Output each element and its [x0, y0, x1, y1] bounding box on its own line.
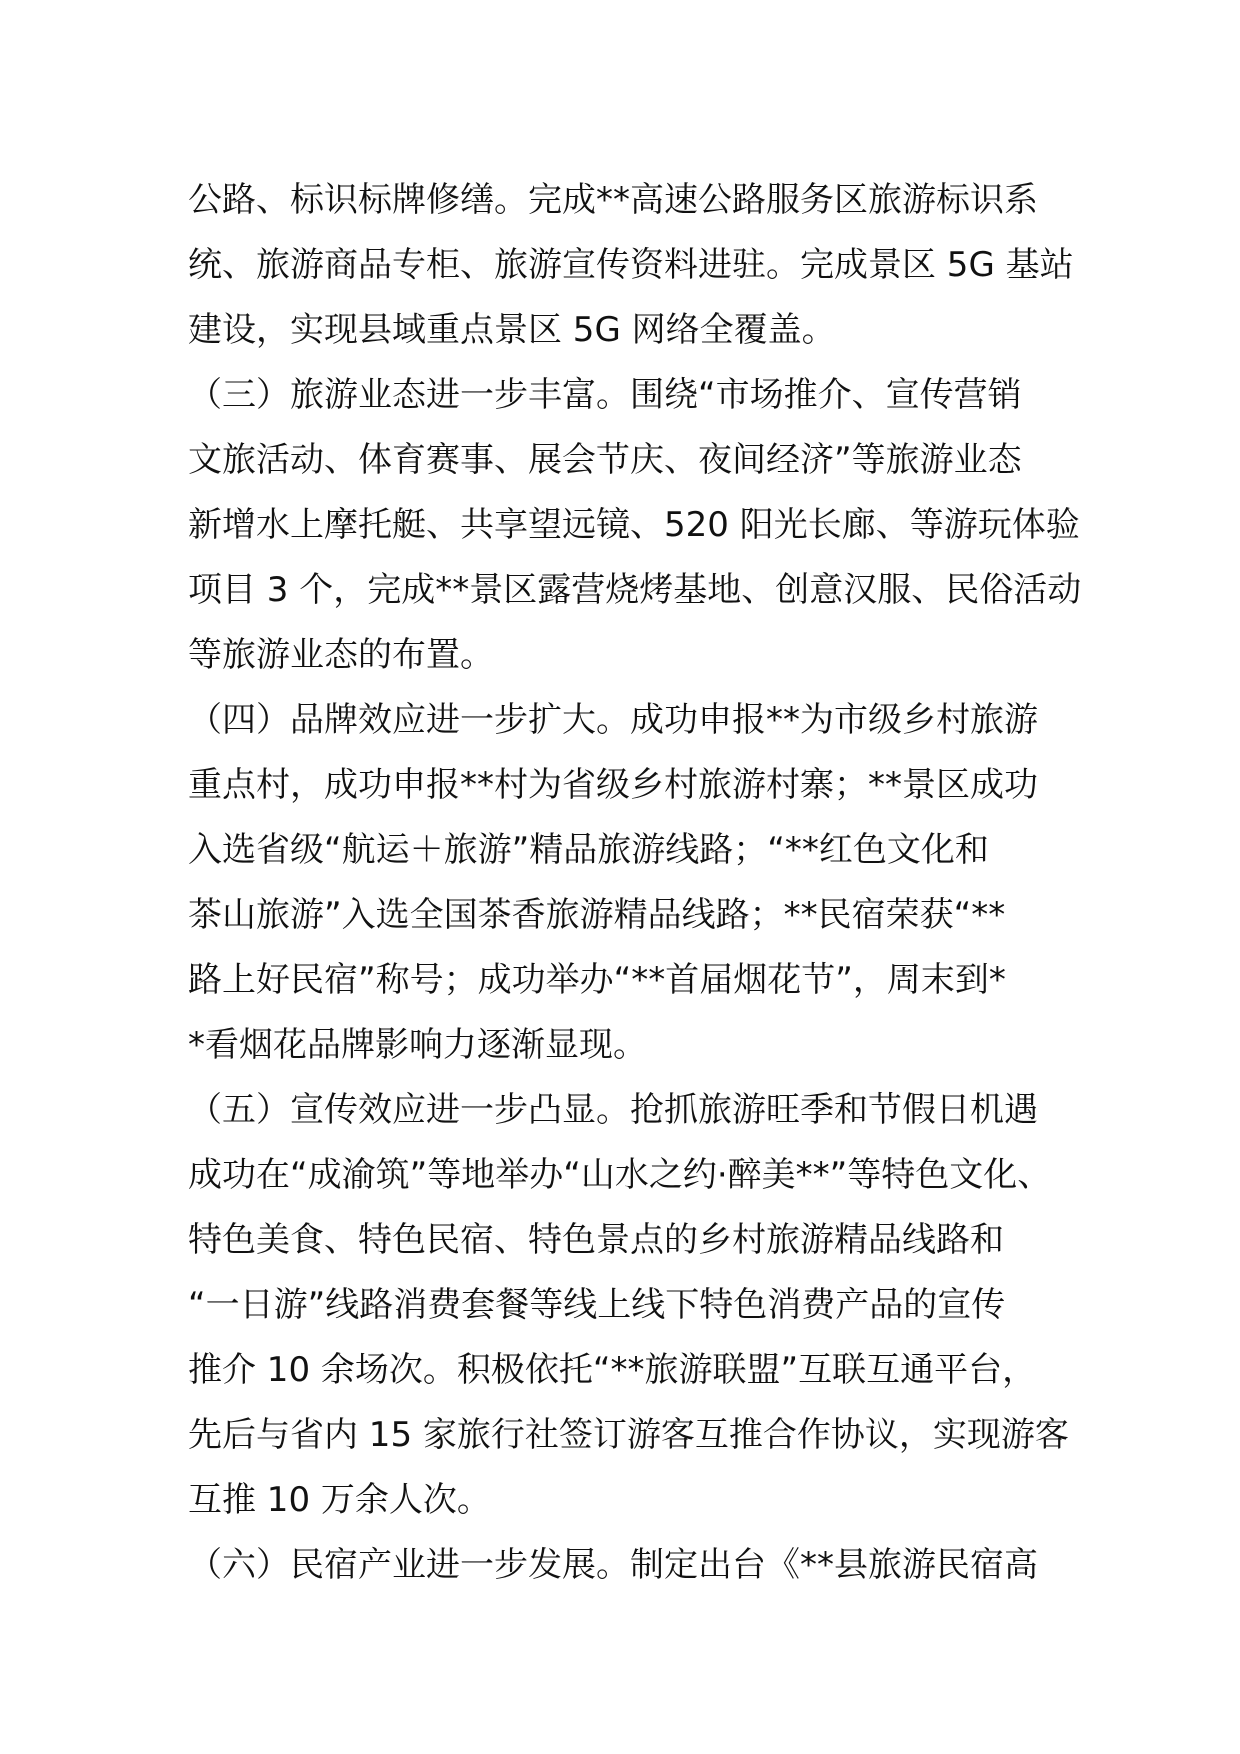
text-line: 文旅活动、体育赛事、展会节庆、夜间经济”等旅游业态 [188, 440, 1022, 480]
text-line: 建设，实现县域重点景区 5G 网络全覆盖。 [188, 310, 836, 350]
text-line: 特色美食、特色民宿、特色景点的乡村旅游精品线路和 [188, 1220, 1004, 1260]
text-line: *看烟花品牌影响力逐渐显现。 [188, 1025, 647, 1065]
text-line: 公路、标识标牌修缮。完成**高速公路服务区旅游标识系 [188, 180, 1038, 220]
text-line: 推介 10 余场次。积极依托“**旅游联盟”互联互通平台， [188, 1350, 1037, 1390]
text-line: 等旅游业态的布置。 [188, 635, 494, 675]
section-heading-line: （四）品牌效应进一步扩大。成功申报**为市级乡村旅游 [188, 700, 1038, 740]
body-text [188, 168, 1082, 1598]
section-heading-line: （六）民宿产业进一步发展。制定出台《**县旅游民宿高 [188, 1545, 1038, 1585]
text-line: 路上好民宿”称号；成功举办“**首届烟花节”，周末到* [188, 960, 1006, 1000]
text-line: 新增水上摩托艇、共享望远镜、520 阳光长廊、等游玩体验 [188, 505, 1080, 545]
section-heading-line: （五）宣传效应进一步凸显。抢抓旅游旺季和节假日机遇 [188, 1090, 1038, 1130]
section-heading-line: （三）旅游业态进一步丰富。围绕“市场推介、宣传营销 [188, 375, 1022, 415]
text-line: 先后与省内 15 家旅行社签订游客互推合作协议，实现游客 [188, 1415, 1069, 1455]
text-line: 成功在“成渝筑”等地举办“山水之约·醉美**”等特色文化、 [188, 1155, 1052, 1195]
text-line: 统、旅游商品专柜、旅游宣传资料进驻。完成景区 5G 基站 [188, 245, 1074, 285]
text-line: 入选省级“航运＋旅游”精品旅游线路；“**红色文化和 [188, 830, 989, 870]
text-line: 互推 10 万余人次。 [188, 1480, 491, 1520]
text-line: 项目 3 个，完成**景区露营烧烤基地、创意汉服、民俗活动 [188, 570, 1082, 610]
text-line: “一日游”线路消费套餐等线上线下特色消费产品的宣传 [188, 1285, 1006, 1325]
text-line: 重点村，成功申报**村为省级乡村旅游村寨；**景区成功 [188, 765, 1038, 805]
text-line: 茶山旅游”入选全国茶香旅游精品线路；**民宿荣获“** [188, 895, 1006, 935]
